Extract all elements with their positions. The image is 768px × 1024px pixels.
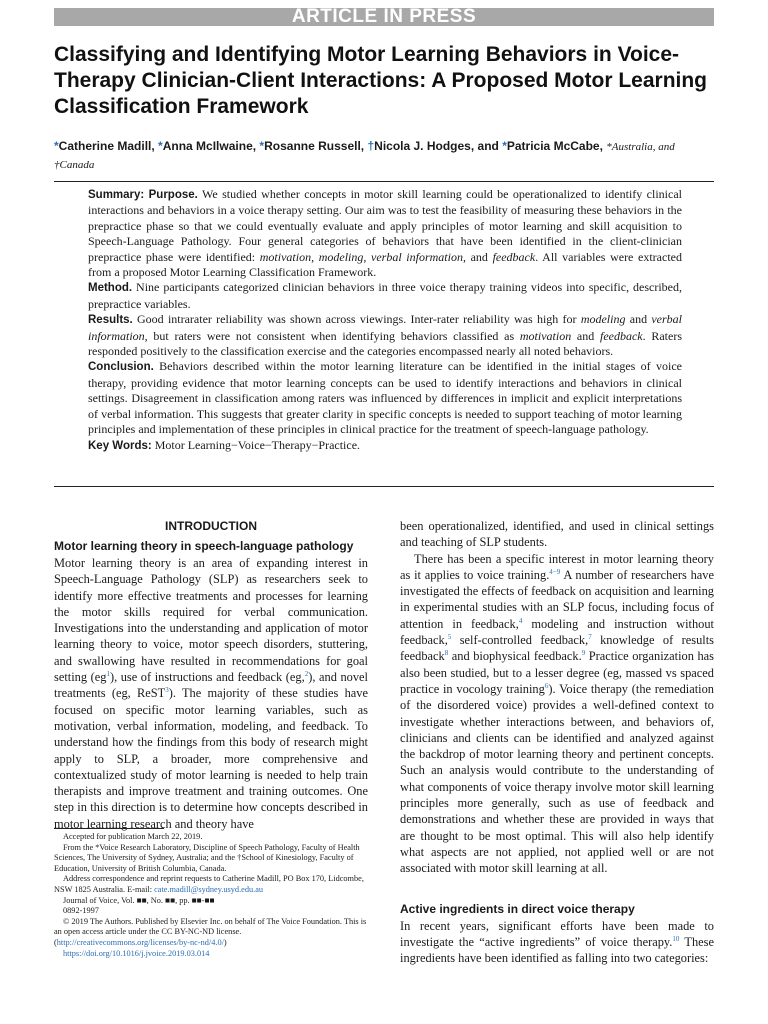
footnote-journal: Journal of Voice, Vol. ■■, No. ■■, pp. ■■-■■ (63, 895, 215, 905)
abstract-text: Nine participants categorized clinician behaviors in three voice therapy training videos into specific, described, prepractice variables. (88, 280, 683, 311)
body-text: In recent years, significant efforts have been made to investigate the “active ingredients” of voice therapy. (400, 918, 714, 949)
citation-link[interactable]: 2 (304, 669, 309, 678)
abstract-term: motivation, modeling, verbal information (259, 249, 463, 264)
body-text: There has been a specific interest in motor learning theory as it applies to voice training. (400, 551, 714, 582)
footnote-rule (54, 828, 164, 829)
abstract-term: feedback (599, 328, 643, 343)
abstract-results (88, 312, 682, 359)
article-title: Classifying and Identifying Motor Learning Behaviors in Voice-Therapy Clinician-Client Interactions: A Proposed Motor Learning Classification Framework (54, 43, 708, 118)
abstract-method (88, 280, 682, 312)
body-text: These ingredients have been identified as falling into two categories: (400, 934, 714, 966)
conclusion-label: Conclusion. (88, 361, 154, 374)
abstract-term: feedback (492, 249, 536, 264)
citation-link[interactable]: 3 (165, 686, 169, 695)
abstract-top-rule (54, 181, 714, 182)
body-text: ). The majority of these studies have focused on specific motor learning variables, such as motivation, verbal information, modeling, and feedback. To understand how the findings from this body of research might apply to SLP, a broader, more comprehensive and contextualized study of motor learning is needed to help train therapists and improve treatment and training outcomes. One step in this direction is to determine how concepts described in motor learning research and theory have (54, 686, 368, 831)
abstract-term: verbal information (88, 312, 682, 343)
citation-link[interactable]: 7 (588, 632, 592, 641)
footnote-address (54, 874, 368, 895)
abstract-text: and (625, 312, 652, 327)
article-in-press-banner: ARTICLE IN PRESS (54, 8, 714, 26)
author-list (54, 138, 714, 174)
abstract-text: Behaviors described within the motor learning literature can be identified in the initial stages of voice therapy, providing evidence that motor learning concepts can be used to identify interactions and behaviors in clinical settings. Disagreement in classification among raters was influenced by differences in implicit and explicit interpretations of verbal information. This suggests that greater clarity in specific concepts is needed to support teaching of motor learning principles and implementation of these principles in clinical practice for the treatment of speech-language pathology. (88, 359, 683, 437)
keywords-label: Key Words: (88, 439, 152, 452)
subsection-heading: Active ingredients in direct voice therapy (400, 901, 635, 916)
body-paragraph (400, 551, 714, 877)
footnote-text: ( (54, 937, 57, 947)
author-name[interactable]: Nicola J. Hodges, and (374, 139, 499, 153)
affiliation-mark: * (259, 139, 265, 153)
author-name[interactable]: Catherine Madill, (58, 139, 155, 153)
section-heading-introduction: INTRODUCTION (165, 519, 257, 533)
body-text: and biophysical feedback. (448, 649, 582, 664)
abstract-keywords (88, 438, 682, 454)
body-text: ). Voice therapy (the remediation of the disordered voice) provides a well-defined context to investigate whether interactions between, and behaviors of, clinicians and clients can be identified and analyzed against the backdrop of motor learning theory and pertinent concepts. Such an analysis would contribute to the understanding of what components of voice therapy involve motor skill learning principles more generally, such as use of feedback and demonstrations and whether these are provided in ways that are thought to be most optimal. This will also help identify what aspects are not applied, not applied well or are not associated with motor skill learning at all. (400, 681, 714, 876)
doi-link[interactable]: https://doi.org/10.1016/j.jvoice.2019.03.014 (63, 948, 210, 958)
body-text: modeling and instruction without feedback, (400, 616, 715, 648)
abstract-conclusion (88, 359, 682, 437)
license-link[interactable]: http://creativecommons.org/licenses/by-nc-nd/4.0/ (56, 937, 224, 947)
body-text: ), use of instructions and feedback (eg, (109, 670, 305, 685)
footnote-text: ) (223, 937, 227, 947)
abstract-term: modeling (580, 312, 626, 327)
affiliation-country: †Canada (54, 159, 95, 171)
body-paragraph: been operationalized, identified, and used in clinical settings and teaching of SLP students. (400, 519, 714, 550)
results-label: Results. (88, 314, 133, 327)
footnote-license (54, 938, 368, 949)
email-link[interactable]: cate.madill@sydney.usyd.edu.au (154, 884, 264, 894)
abstract-term: motivation (519, 328, 572, 343)
subsection-heading: Motor learning theory in speech-language pathology (54, 539, 354, 553)
affiliation-mark: * (54, 139, 59, 153)
right-column (400, 518, 714, 966)
citation-link[interactable]: 8 (444, 649, 449, 658)
body-text: Motor learning theory is an area of expanding interest in Speech-Language Pathology (SLP) as researchers seek to identify more effective treatments and processes for learning the motor skills required for verbal communication. Investigations into the understanding and application of motor learning theory to voice, motor speech disorders, stuttering, and swallowing have resulted in recommendations for goal setting (eg (54, 556, 368, 685)
abstract-text: Good intrarater reliability was shown across viewings. Inter-rater reliability was high for (137, 312, 581, 327)
footnote-copyright: © 2019 The Authors. Published by Elsevier Inc. on behalf of The Voice Foundation. This is an open access article under the CC BY-NC-ND license. (54, 916, 367, 937)
abstract (88, 187, 682, 454)
footnote-accepted: Accepted for publication March 22, 2019. (63, 832, 203, 841)
author-name[interactable]: Anna McIlwaine, (162, 139, 257, 153)
citation-link[interactable]: 9 (581, 649, 586, 658)
affiliation-country: *Australia, and (606, 141, 675, 153)
left-column (54, 518, 368, 832)
citation-link[interactable]: 5 (447, 632, 452, 641)
keywords-text: Motor Learning−Voice−Therapy−Practice. (154, 437, 361, 452)
abstract-text: . All variables were extracted from a proposed Motor Learning Classification Framework. (88, 249, 682, 280)
body-text: ), and novel treatments (eg, ReST (54, 670, 368, 701)
method-label: Method. (88, 282, 133, 295)
body-paragraph (54, 555, 368, 832)
summary-label: Summary: (88, 189, 145, 201)
author-name[interactable]: Patricia McCabe, (506, 139, 603, 153)
body-text: self-controlled feedback, (451, 633, 589, 648)
abstract-text: . Raters responded positively to the classification exercise and the categories encompassed nearly all noted behaviors. (88, 328, 683, 359)
purpose-label: Purpose. (148, 189, 198, 201)
abstract-text: and (571, 328, 600, 343)
footnote-affiliations: From the *Voice Research Laboratory, Discipline of Speech Pathology, Faculty of Health Sciences, The University of Sydney, Australia; and the †School of Kinesiology, Faculty of Education, University of British Columbia, Canada. (54, 842, 360, 873)
footnote-text: Address correspondence and reprint requests to Catherine Madill, PO Box 170, Lidcombe, NSW 1825 Australia. E-mail: (54, 874, 364, 894)
body-text: Practice organization has also been studied, but to a lesser degree (eg, massed vs spaced practice in vocology training (400, 649, 714, 696)
body-paragraph (400, 918, 714, 967)
affiliation-mark: † (367, 139, 375, 153)
abstract-text: We studied whether concepts in motor skill learning could be operationalized to identify clinical interactions and behaviors in a voice therapy setting. Our aim was to test the feasibility of measuring these behaviors in the prepractice phase so that we could eventually evaluate and apply principles of motor learning and skill acquisition to Speech-Language Pathology. Four general categories of behaviors that have been identified in the client-clinician prepractice phase were identified: (88, 187, 682, 264)
abstract-text: , and (462, 249, 493, 264)
footnote-issn: 0892-1997 (63, 906, 99, 916)
abstract-purpose (88, 187, 682, 280)
body-text: A number of researchers have investigated the effects of feedback on acquisition and learning in experimental studies with an SLP focus, including focus of attention in feedback, (400, 567, 714, 631)
citation-link[interactable]: 6 (544, 681, 549, 690)
citation-link[interactable]: 1 (106, 669, 110, 678)
abstract-text: , but raters were not consistent when identifying behaviors classified as (144, 328, 520, 343)
affiliation-mark: * (502, 139, 507, 153)
body-text: knowledge of results feedback (400, 633, 714, 664)
author-name[interactable]: Rosanne Russell, (264, 139, 365, 153)
footnote-block (54, 832, 368, 959)
citation-link[interactable]: 4 (518, 616, 523, 625)
abstract-bottom-rule (54, 486, 714, 487)
citation-link[interactable]: 10 (672, 934, 680, 943)
affiliation-mark: * (158, 139, 163, 153)
citation-link[interactable]: 4−9 (549, 567, 561, 576)
